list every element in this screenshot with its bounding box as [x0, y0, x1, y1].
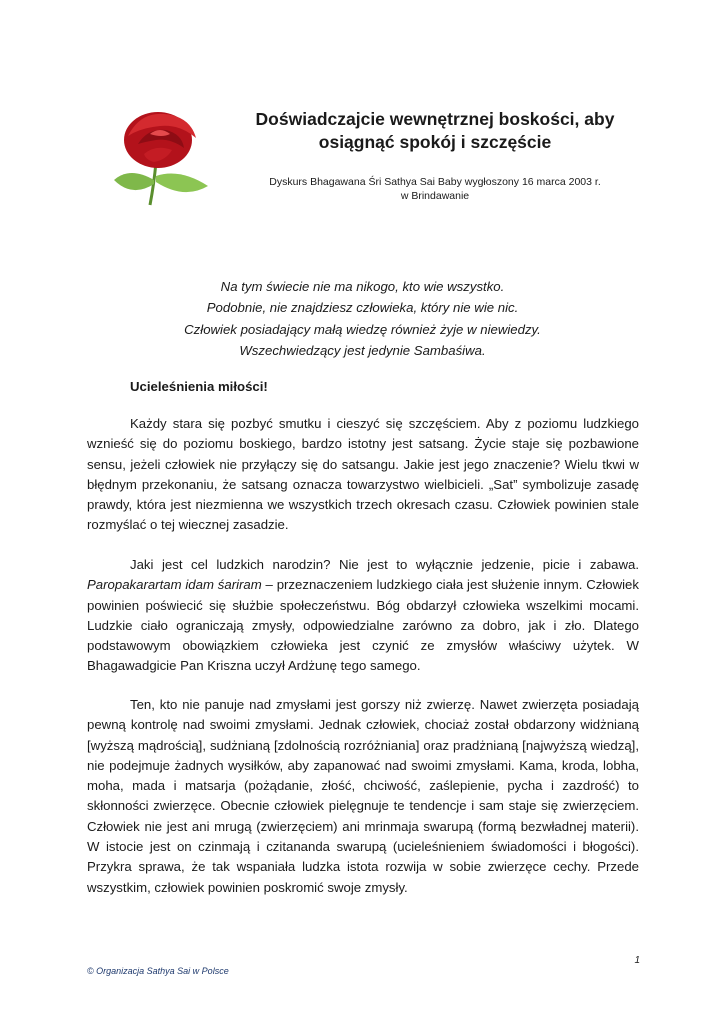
poem-line: Na tym świecie nie ma nikogo, kto wie wszystko.	[220, 279, 505, 294]
paragraph-2-text-a: Jaki jest cel ludzkich narodzin? Nie jest to wyłącznie jedzenie, picie i zabawa.	[130, 557, 639, 572]
poem-line: Podobnie, nie znajdziesz człowieka, który nie wie nic.	[206, 300, 519, 316]
paragraph-2-text-b: – przeznaczeniem ludzkiego ciała jest służenie innym. Człowiek powinien poświecić się służbie społeczeństwu. Bóg obdarzył człowieka wszelkimi mocami. Ludzkie ciało ograniczają zmysły, odpowiedzialne zarówno za dobro, jak i zło. Dlatego podstawowym obowiązkiem człowieka jest czynić ze zmysłów właściwy użytek. W Bhagawadgicie Pan Kriszna uczył Ardżunę tego samego.	[87, 577, 639, 674]
rose-image	[110, 104, 210, 206]
title-line-1: Doświadczajcie wewnętrznej boskości, aby	[255, 109, 615, 129]
footer-copyright: © Organizacja Sathya Sai w Polsce	[87, 966, 229, 976]
document-subtitle	[225, 175, 645, 203]
subtitle-line-1: Dyskurs Bhagawana Śri Sathya Sai Baby wygłoszony 16 marca 2003 r.	[269, 176, 601, 188]
page-number: 1	[634, 955, 640, 966]
poem-line: Człowiek posiadający małą wiedzę również żyje w niewiedzy.	[184, 321, 541, 337]
section-heading: Ucieleśnienia miłości!	[130, 379, 268, 394]
paragraph-3: Ten, kto nie panuje nad zmysłami jest gorszy niż zwierzę. Nawet zwierzęta posiadają pewną kontrolę nad swoimi zmysłami. Jednak człowiek, chociaż został obdarzony widżnianą [wyższą mądrością], sudżnianą [zdolnością rozróżniania] oraz pradżnianą [najwyższą wiedzą], nie podejmuje żadnych wysiłków, aby zapanować nad swoimi zmysłami. Kama, kroda, lobha, moha, mada i matsarja (pożądanie, złość, chciwość, zaślepienie, pycha i zazdrość) to skłonności zwierzęce. Obecnie człowiek pielęgnuje te tendencje i sam staje się zwierzęciem. Człowiek nie jest ani mrugą (zwierzęciem) ani mrinmaja swarupą (formą bezwładnej materii). W istocie jest on czinmają i czitananda swarupą (ucieleśnieniem świadomości i błogości). Przykra sprawa, że tak wspaniała ludzka istota rozwija w sobie zwierzęce cechy. Przede wszystkim, człowiek powinien poskromić swoje zmysły.	[87, 697, 639, 895]
paragraph-2	[87, 555, 639, 677]
document-title	[225, 108, 645, 154]
subtitle-line-2: w Brindawanie	[400, 190, 470, 202]
paragraph-2-sanskrit-phrase: Paropakarartam idam śariram	[87, 577, 262, 593]
paragraph-1: Każdy stara się pozbyć smutku i cieszyć się szczęściem. Aby z poziomu ludzkiego wznieść się do poziomu boskiego, bardzo istotny jest satsang. Życie staje się pozbawione sensu, jeżeli człowiek nie przyłączy się do satsangu. Jakie jest jego znaczenie? Wielu tkwi w błędnym przekonaniu, że satsang oznacza towarzystwo wielbicieli. „Sat” symbolizuje zasadę prawdy, która jest niezmienna we wszystkich trzech okresach czasu. Człowiek powinien stale rozmyślać o tej wiecznej zasadzie.	[87, 416, 639, 533]
title-line-2: osiągnąć spokój i szczęście	[318, 132, 552, 152]
poem	[150, 276, 575, 361]
poem-line: Wszechwiedzący jest jedynie Sambaśiwa.	[239, 342, 486, 358]
